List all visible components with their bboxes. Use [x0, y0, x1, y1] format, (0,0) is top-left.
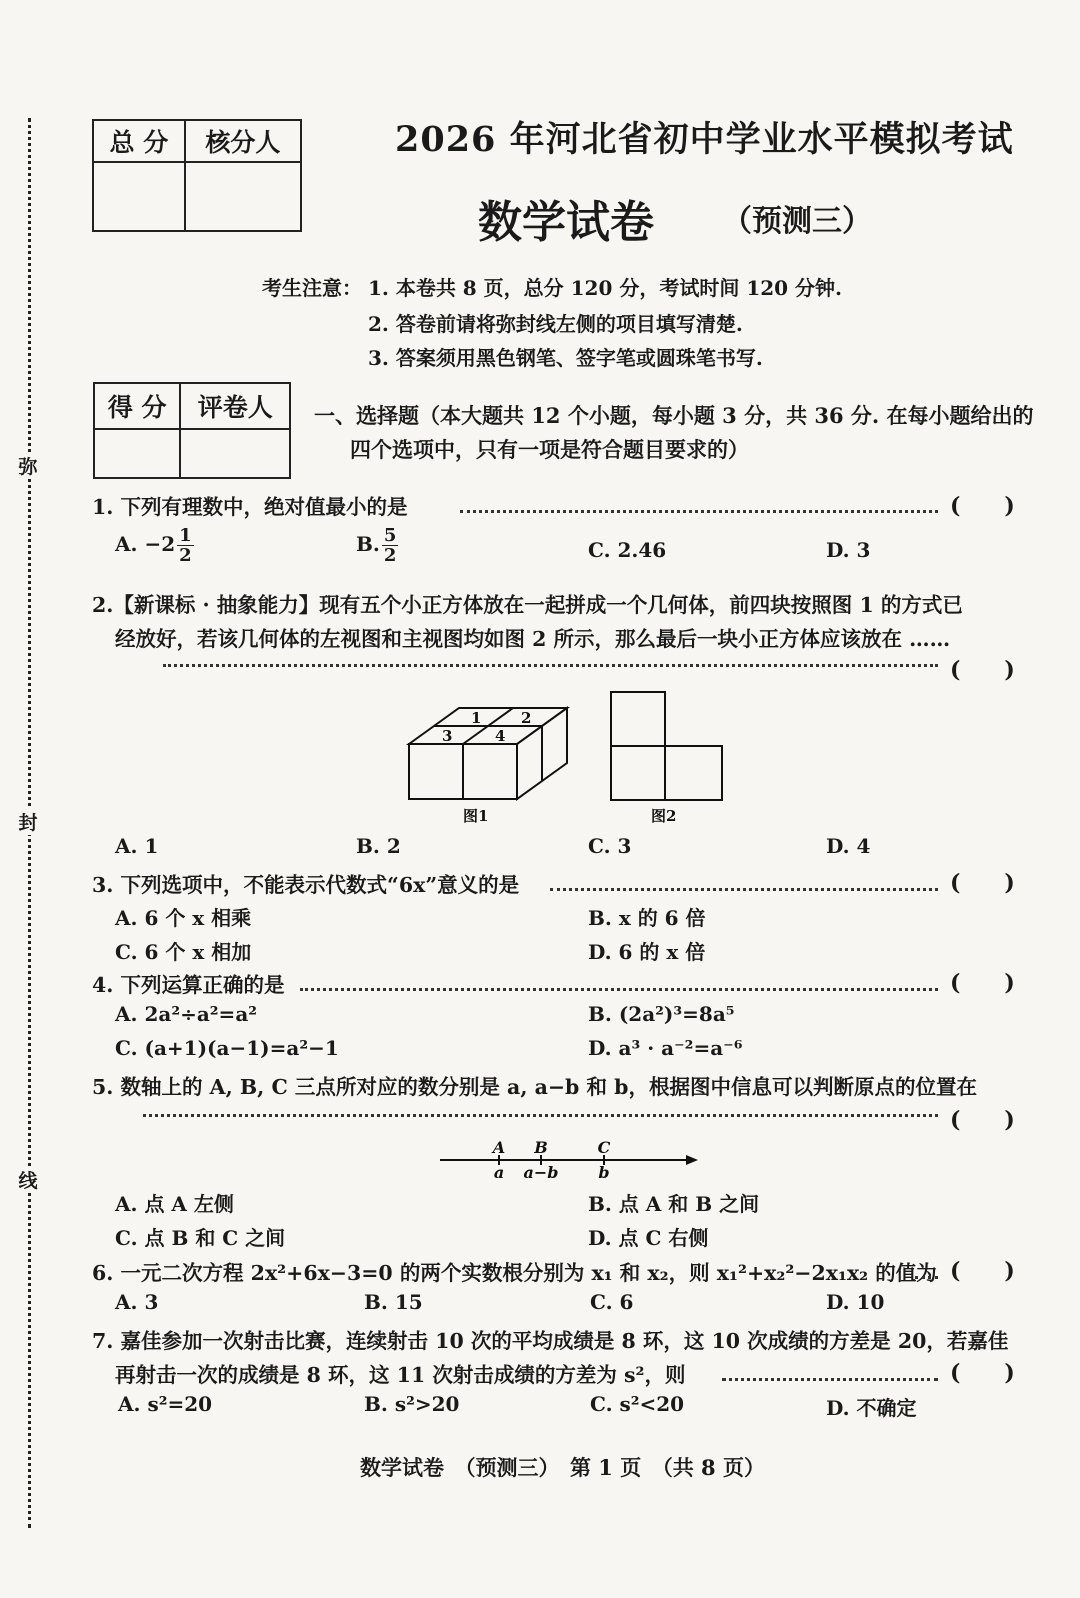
- page-footer: 数学试卷 （预测三） 第 1 页 （共 8 页）: [360, 1455, 765, 1480]
- q6-answer-paren[interactable]: ( ): [950, 1258, 1015, 1284]
- q1-answer-paren[interactable]: ( ): [950, 493, 1015, 519]
- q4-option-d: D. a³ · a⁻²=a⁻⁶: [588, 1036, 743, 1060]
- q6-stem: 6. 一元二次方程 2x²+6x−3=0 的两个实数根分别为 x₁ 和 x₂，则 x₁²+x₂²−2x₁x₂ 的值为: [92, 1261, 937, 1285]
- q1-option-b-prefix: B.: [356, 532, 380, 556]
- q1-b-numerator: 5: [383, 525, 397, 546]
- q1-stem: 1. 下列有理数中，绝对值最小的是: [92, 495, 408, 519]
- q1-option-a: [115, 526, 194, 565]
- q6-option-b: B. 15: [364, 1290, 423, 1314]
- point-c-label: C: [597, 1138, 611, 1157]
- q3-option-a: A. 6 个 x 相乘: [115, 906, 252, 930]
- section-1-heading-cont: 四个选项中，只有一项是符合题目要求的）: [350, 437, 749, 462]
- q2-leader: [163, 664, 938, 667]
- q2-option-d: D. 4: [826, 834, 871, 858]
- q4-option-b: B. (2a²)³=8a⁵: [588, 1002, 735, 1026]
- notice-item-2: 2. 答卷前请将弥封线左侧的项目填写清楚.: [368, 312, 743, 336]
- q1-option-b-fraction: [382, 526, 399, 565]
- q1-a-denominator: 2: [179, 545, 192, 566]
- q4-stem: 4. 下列运算正确的是: [92, 973, 285, 997]
- q1-option-d: D. 3: [826, 538, 871, 562]
- seal-char-mi: 弥: [12, 452, 44, 479]
- q2-option-a: A. 1: [115, 834, 159, 858]
- grader-cell[interactable]: [180, 429, 290, 478]
- grader-label: 评卷人: [180, 383, 290, 429]
- q1-option-c: C. 2.46: [588, 538, 667, 562]
- q2-answer-paren[interactable]: ( ): [950, 657, 1015, 683]
- value-a-label: a: [493, 1163, 505, 1182]
- q1-b-denominator: 2: [383, 545, 397, 566]
- q7-stem-line2: 再射击一次的成绩是 8 环，这 11 次射击成绩的方差为 s²，则: [115, 1363, 686, 1387]
- q4-leader: [300, 988, 938, 991]
- q2-stem-line2: 经放好，若该几何体的左视图和主视图均如图 2 所示，那么最后一块小正方体应该放在 ……: [115, 627, 951, 651]
- value-b-label: b: [598, 1163, 610, 1182]
- q3-option-b: B. x 的 6 倍: [588, 906, 706, 930]
- q5-option-d: D. 点 C 右侧: [588, 1226, 709, 1250]
- point-b-label: B: [534, 1138, 548, 1157]
- q1-option-a-fraction: [177, 526, 194, 565]
- q5-leader: [143, 1114, 938, 1117]
- q5-answer-paren[interactable]: ( ): [950, 1107, 1015, 1133]
- number-line-arrow-icon: [686, 1155, 698, 1165]
- edition-label: （预测三）: [722, 204, 872, 239]
- q7-answer-paren[interactable]: ( ): [950, 1360, 1015, 1386]
- fig1-num-4: 4: [495, 727, 506, 745]
- q5-number-line: [436, 1138, 706, 1182]
- q7-option-a: A. s²=20: [118, 1392, 213, 1416]
- q6-option-c: C. 6: [590, 1290, 634, 1314]
- q3-answer-paren[interactable]: ( ): [950, 870, 1015, 896]
- q7-leader: [722, 1378, 938, 1381]
- total-score-cell[interactable]: [93, 162, 185, 231]
- q3-option-c: C. 6 个 x 相加: [115, 940, 252, 964]
- seal-char-feng: 封: [12, 808, 44, 835]
- q1-option-a-prefix: A. −2: [115, 532, 176, 556]
- notice-label: 考生注意：: [262, 276, 362, 300]
- checker-label: 核分人: [185, 120, 301, 162]
- section-1-heading: 一、选择题（本大题共 12 个小题，每小题 3 分，共 36 分. 在每小题给出的: [314, 403, 1034, 428]
- q5-option-c: C. 点 B 和 C 之间: [115, 1226, 286, 1250]
- q7-stem-line1: 7. 嘉佳参加一次射击比赛，连续射击 10 次的平均成绩是 8 环，这 10 次成绩的方差是 20，若嘉佳: [92, 1329, 1009, 1353]
- notice-item-3: 3. 答案须用黑色钢笔、签字笔或圆珠笔书写.: [368, 346, 763, 370]
- q2-stem-line1: 2.【新课标 · 抽象能力】现有五个小正方体放在一起拼成一个几何体，前四块按照图 1 的方式已: [92, 593, 963, 617]
- q1-leader: [460, 510, 938, 513]
- q7-option-d: D. 不确定: [826, 1396, 917, 1420]
- fig2-bottom-left-square: [611, 746, 665, 800]
- q6-leader: [915, 1276, 938, 1279]
- fig1-num-1: 1: [471, 709, 482, 727]
- notice-item-1: 1. 本卷共 8 页，总分 120 分，考试时间 120 分钟.: [368, 276, 842, 300]
- exam-title: 2026 年河北省初中学业水平模拟考试: [395, 119, 1014, 160]
- total-score-label: 总 分: [93, 120, 185, 162]
- q3-option-d: D. 6 的 x 倍: [588, 940, 706, 964]
- q5-stem: 5. 数轴上的 A, B, C 三点所对应的数分别是 a, a−b 和 b，根据图中信息可以判断原点的位置在: [92, 1075, 978, 1099]
- fig1-label: 图1: [463, 807, 489, 825]
- q1-a-numerator: 1: [179, 525, 192, 546]
- value-a-minus-b-label: a−b: [523, 1163, 559, 1182]
- fig2-label: 图2: [651, 807, 677, 825]
- q4-option-c: C. (a+1)(a−1)=a²−1: [115, 1036, 339, 1060]
- q2-option-c: C. 3: [588, 834, 632, 858]
- grade-box: [93, 382, 291, 479]
- checker-cell[interactable]: [185, 162, 301, 231]
- q1-option-b: [356, 526, 398, 565]
- point-a-label: A: [492, 1138, 506, 1157]
- q2-option-b: B. 2: [356, 834, 401, 858]
- q7-option-b: B. s²>20: [364, 1392, 460, 1416]
- q5-option-b: B. 点 A 和 B 之间: [588, 1192, 760, 1216]
- fig1-num-2: 2: [521, 709, 532, 727]
- q4-option-a: A. 2a²÷a²=a²: [115, 1002, 258, 1026]
- q5-option-a: A. 点 A 左侧: [115, 1192, 234, 1216]
- q7-option-c: C. s²<20: [590, 1392, 685, 1416]
- q3-stem: 3. 下列选项中，不能表示代数式“6x”意义的是: [92, 873, 520, 897]
- fig2-top-square: [611, 692, 665, 746]
- seal-char-xian: 线: [12, 1166, 44, 1193]
- q4-answer-paren[interactable]: ( ): [950, 970, 1015, 996]
- q2-figures: [400, 688, 740, 828]
- score-cell[interactable]: [94, 429, 180, 478]
- q6-option-d: D. 10: [826, 1290, 885, 1314]
- fig1-num-3: 3: [442, 727, 453, 745]
- score-box: [92, 119, 302, 232]
- subject-title: 数学试卷: [478, 197, 654, 248]
- fig2-bottom-right-square: [665, 746, 722, 800]
- score-label: 得 分: [94, 383, 180, 429]
- q3-leader: [550, 888, 938, 891]
- q6-option-a: A. 3: [115, 1290, 159, 1314]
